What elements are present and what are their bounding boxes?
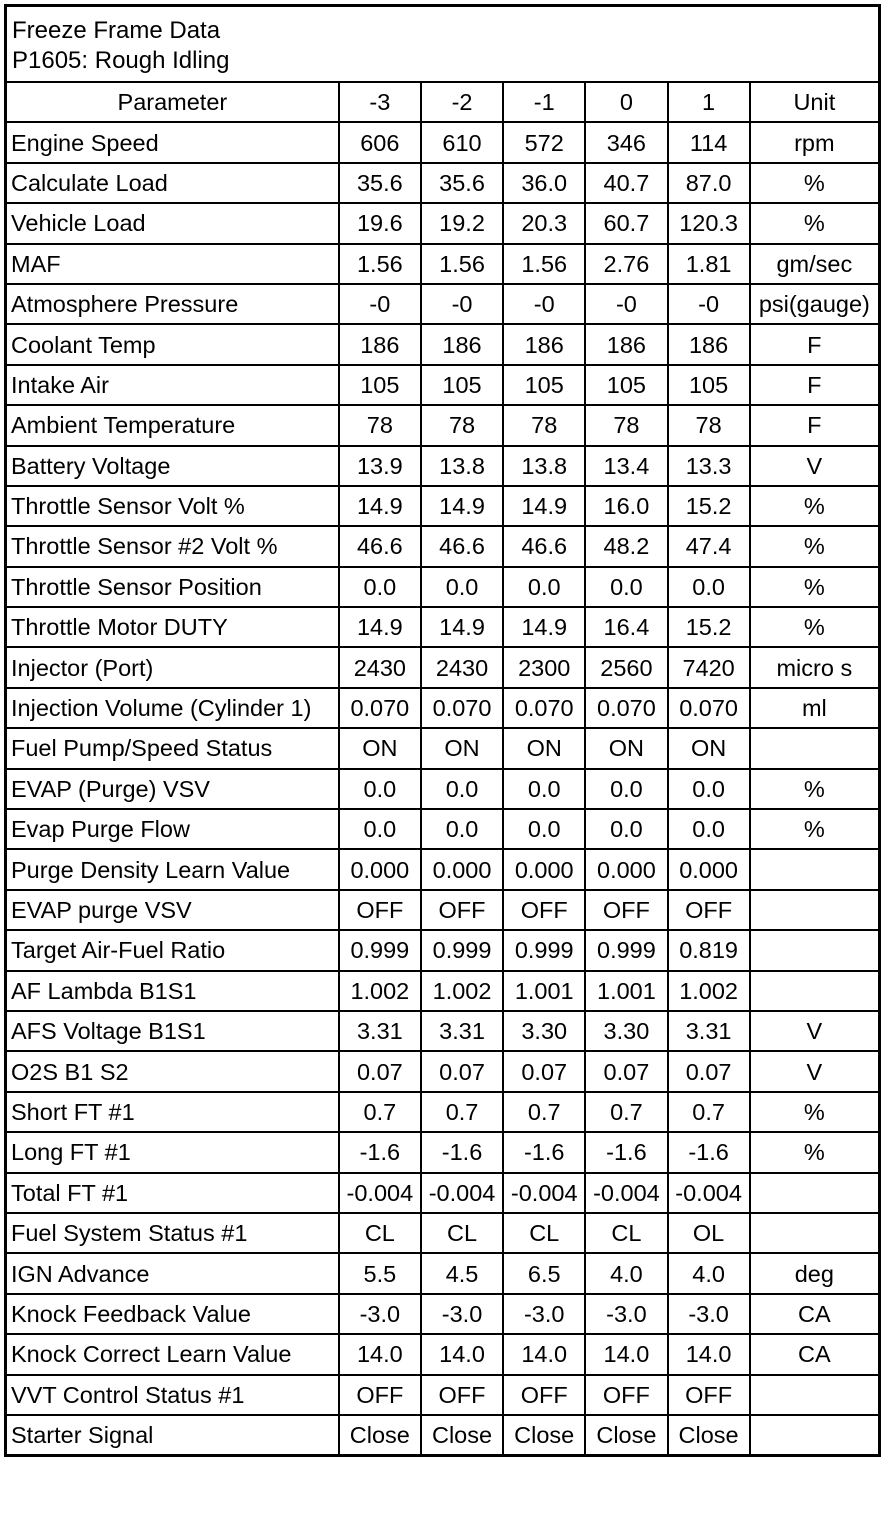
value-cell: 2430 (339, 647, 421, 687)
value-cell: 610 (421, 122, 503, 162)
value-cell: ON (421, 728, 503, 768)
table-row (7, 930, 878, 970)
value-cell: 0.999 (339, 930, 421, 970)
table-row (7, 769, 878, 809)
header-frame-0: 0 (585, 83, 667, 122)
unit-cell (750, 890, 878, 930)
parameter-cell: AFS Voltage B1S1 (7, 1011, 339, 1051)
value-cell: 19.6 (339, 203, 421, 243)
table-row (7, 526, 878, 566)
table-row (7, 1334, 878, 1374)
value-cell: 5.5 (339, 1253, 421, 1293)
table-row (7, 849, 878, 889)
value-cell: 0.0 (585, 809, 667, 849)
value-cell: 0.7 (339, 1092, 421, 1132)
value-cell: 0.0 (503, 809, 585, 849)
value-cell: 0.000 (503, 849, 585, 889)
value-cell: 105 (668, 365, 750, 405)
value-cell: 186 (503, 324, 585, 364)
value-cell: 1.001 (585, 971, 667, 1011)
value-cell: OFF (503, 1375, 585, 1415)
unit-cell: % (750, 1092, 878, 1132)
value-cell: Close (421, 1415, 503, 1454)
header-frame-minus-3: -3 (339, 83, 421, 122)
unit-cell: V (750, 1011, 878, 1051)
table-row (7, 446, 878, 486)
value-cell: 13.3 (668, 446, 750, 486)
value-cell: 13.4 (585, 446, 667, 486)
table-row (7, 728, 878, 768)
value-cell: CL (421, 1213, 503, 1253)
parameter-cell: Fuel Pump/Speed Status (7, 728, 339, 768)
table-row (7, 163, 878, 203)
table-row (7, 284, 878, 324)
table-row (7, 203, 878, 243)
value-cell: -3.0 (503, 1294, 585, 1334)
value-cell: 13.9 (339, 446, 421, 486)
value-cell: -3.0 (585, 1294, 667, 1334)
unit-cell (750, 1375, 878, 1415)
freeze-frame-sheet (4, 4, 881, 1457)
value-cell: 46.6 (503, 526, 585, 566)
value-cell: -3.0 (339, 1294, 421, 1334)
value-cell: 15.2 (668, 607, 750, 647)
value-cell: 186 (421, 324, 503, 364)
value-cell: 14.9 (339, 486, 421, 526)
value-cell: Close (339, 1415, 421, 1454)
value-cell: -1.6 (668, 1132, 750, 1172)
table-row (7, 1213, 878, 1253)
value-cell: -0 (421, 284, 503, 324)
unit-cell: % (750, 1132, 878, 1172)
value-cell: 0.070 (339, 688, 421, 728)
value-cell: 0.0 (668, 567, 750, 607)
value-cell: 1.002 (668, 971, 750, 1011)
value-cell: 19.2 (421, 203, 503, 243)
parameter-cell: Coolant Temp (7, 324, 339, 364)
unit-cell (750, 930, 878, 970)
value-cell: 0.07 (421, 1051, 503, 1091)
value-cell: 78 (421, 405, 503, 445)
header-frame-minus-2: -2 (421, 83, 503, 122)
value-cell: 1.56 (339, 244, 421, 284)
parameter-cell: Fuel System Status #1 (7, 1213, 339, 1253)
value-cell: -0.004 (668, 1173, 750, 1213)
value-cell: 3.31 (339, 1011, 421, 1051)
value-cell: 78 (503, 405, 585, 445)
unit-cell: deg (750, 1253, 878, 1293)
value-cell: 0.000 (668, 849, 750, 889)
value-cell: -0.004 (339, 1173, 421, 1213)
value-cell: 0.000 (585, 849, 667, 889)
unit-cell: % (750, 607, 878, 647)
table-row (7, 324, 878, 364)
parameter-cell: Long FT #1 (7, 1132, 339, 1172)
value-cell: -3.0 (421, 1294, 503, 1334)
value-cell: 7420 (668, 647, 750, 687)
value-cell: 36.0 (503, 163, 585, 203)
table-row (7, 1011, 878, 1051)
value-cell: 20.3 (503, 203, 585, 243)
parameter-cell: Engine Speed (7, 122, 339, 162)
table-row (7, 122, 878, 162)
value-cell: CL (585, 1213, 667, 1253)
value-cell: 114 (668, 122, 750, 162)
parameter-cell: MAF (7, 244, 339, 284)
document-title: Freeze Frame Data (12, 17, 221, 44)
value-cell: 14.0 (503, 1334, 585, 1374)
value-cell: 14.9 (339, 607, 421, 647)
value-cell: 14.0 (421, 1334, 503, 1374)
table-row (7, 607, 878, 647)
table-row (7, 486, 878, 526)
value-cell: -0 (585, 284, 667, 324)
value-cell: 1.56 (421, 244, 503, 284)
parameter-cell: Total FT #1 (7, 1173, 339, 1213)
header-frame-minus-1: -1 (503, 83, 585, 122)
value-cell: 14.0 (668, 1334, 750, 1374)
value-cell: -0.004 (503, 1173, 585, 1213)
value-cell: 0.0 (339, 809, 421, 849)
header-parameter: Parameter (7, 83, 339, 122)
unit-cell (750, 849, 878, 889)
value-cell: 0.999 (421, 930, 503, 970)
unit-cell: ml (750, 688, 878, 728)
unit-cell: rpm (750, 122, 878, 162)
header-row (7, 83, 878, 122)
value-cell: OFF (421, 1375, 503, 1415)
value-cell: 0.819 (668, 930, 750, 970)
parameter-cell: Knock Feedback Value (7, 1294, 339, 1334)
value-cell: ON (668, 728, 750, 768)
value-cell: 572 (503, 122, 585, 162)
value-cell: 0.999 (503, 930, 585, 970)
table-row (7, 688, 878, 728)
table-row (7, 647, 878, 687)
parameter-cell: Evap Purge Flow (7, 809, 339, 849)
table-row (7, 365, 878, 405)
value-cell: Close (503, 1415, 585, 1454)
value-cell: -1.6 (585, 1132, 667, 1172)
unit-cell (750, 1173, 878, 1213)
table-row (7, 405, 878, 445)
value-cell: 186 (585, 324, 667, 364)
value-cell: 13.8 (421, 446, 503, 486)
value-cell: 0.7 (668, 1092, 750, 1132)
value-cell: 2560 (585, 647, 667, 687)
value-cell: 105 (503, 365, 585, 405)
value-cell: 3.30 (503, 1011, 585, 1051)
table-body (7, 122, 878, 1454)
value-cell: 35.6 (421, 163, 503, 203)
unit-cell (750, 728, 878, 768)
parameter-cell: Throttle Sensor Position (7, 567, 339, 607)
unit-cell: F (750, 365, 878, 405)
unit-cell: gm/sec (750, 244, 878, 284)
value-cell: 4.0 (668, 1253, 750, 1293)
value-cell: 0.0 (585, 769, 667, 809)
value-cell: OFF (668, 1375, 750, 1415)
value-cell: 15.2 (668, 486, 750, 526)
value-cell: 0.07 (668, 1051, 750, 1091)
unit-cell: % (750, 526, 878, 566)
header-frame-1: 1 (668, 83, 750, 122)
parameter-cell: Knock Correct Learn Value (7, 1334, 339, 1374)
value-cell: OFF (585, 1375, 667, 1415)
value-cell: 1.002 (421, 971, 503, 1011)
parameter-cell: EVAP (Purge) VSV (7, 769, 339, 809)
value-cell: 0.0 (339, 567, 421, 607)
value-cell: 4.0 (585, 1253, 667, 1293)
value-cell: 4.5 (421, 1253, 503, 1293)
value-cell: 0.0 (668, 809, 750, 849)
value-cell: Close (585, 1415, 667, 1454)
value-cell: 0.0 (503, 769, 585, 809)
value-cell: OFF (421, 890, 503, 930)
parameter-cell: Battery Voltage (7, 446, 339, 486)
table-row (7, 244, 878, 284)
parameter-cell: Vehicle Load (7, 203, 339, 243)
parameter-cell: Injection Volume (Cylinder 1) (7, 688, 339, 728)
value-cell: 0.0 (503, 567, 585, 607)
title-block (7, 7, 878, 83)
value-cell: 0.070 (668, 688, 750, 728)
value-cell: OL (668, 1213, 750, 1253)
unit-cell: psi(gauge) (750, 284, 878, 324)
unit-cell: V (750, 446, 878, 486)
parameter-cell: Target Air-Fuel Ratio (7, 930, 339, 970)
value-cell: 3.30 (585, 1011, 667, 1051)
parameter-cell: Atmosphere Pressure (7, 284, 339, 324)
value-cell: 0.999 (585, 930, 667, 970)
value-cell: 1.56 (503, 244, 585, 284)
value-cell: 0.070 (585, 688, 667, 728)
parameter-cell: AF Lambda B1S1 (7, 971, 339, 1011)
value-cell: 0.07 (503, 1051, 585, 1091)
value-cell: 2300 (503, 647, 585, 687)
value-cell: 0.0 (421, 567, 503, 607)
value-cell: 78 (668, 405, 750, 445)
value-cell: -1.6 (421, 1132, 503, 1172)
value-cell: 0.7 (503, 1092, 585, 1132)
table-row (7, 1092, 878, 1132)
parameter-cell: EVAP purge VSV (7, 890, 339, 930)
table-row (7, 567, 878, 607)
value-cell: 60.7 (585, 203, 667, 243)
value-cell: 78 (339, 405, 421, 445)
value-cell: 186 (668, 324, 750, 364)
unit-cell: F (750, 324, 878, 364)
value-cell: OFF (339, 890, 421, 930)
parameter-cell: Throttle Sensor #2 Volt % (7, 526, 339, 566)
value-cell: 78 (585, 405, 667, 445)
value-cell: 346 (585, 122, 667, 162)
value-cell: 0.070 (421, 688, 503, 728)
value-cell: OFF (503, 890, 585, 930)
value-cell: 35.6 (339, 163, 421, 203)
unit-cell: CA (750, 1294, 878, 1334)
parameter-cell: Intake Air (7, 365, 339, 405)
value-cell: 2430 (421, 647, 503, 687)
value-cell: -0.004 (585, 1173, 667, 1213)
unit-cell: CA (750, 1334, 878, 1374)
table-row (7, 1173, 878, 1213)
value-cell: CL (503, 1213, 585, 1253)
value-cell: ON (339, 728, 421, 768)
parameter-cell: VVT Control Status #1 (7, 1375, 339, 1415)
value-cell: 40.7 (585, 163, 667, 203)
table-row (7, 1253, 878, 1293)
table-row (7, 1051, 878, 1091)
table-row (7, 1415, 878, 1454)
value-cell: 105 (339, 365, 421, 405)
unit-cell: % (750, 203, 878, 243)
value-cell: 0.07 (339, 1051, 421, 1091)
value-cell: 3.31 (421, 1011, 503, 1051)
value-cell: 13.8 (503, 446, 585, 486)
unit-cell: micro s (750, 647, 878, 687)
value-cell: 1.002 (339, 971, 421, 1011)
value-cell: 87.0 (668, 163, 750, 203)
value-cell: 0.07 (585, 1051, 667, 1091)
parameter-cell: Short FT #1 (7, 1092, 339, 1132)
table-row (7, 890, 878, 930)
unit-cell: % (750, 809, 878, 849)
value-cell: OFF (668, 890, 750, 930)
value-cell: 0.7 (585, 1092, 667, 1132)
value-cell: -1.6 (339, 1132, 421, 1172)
parameter-cell: Purge Density Learn Value (7, 849, 339, 889)
value-cell: -0.004 (421, 1173, 503, 1213)
value-cell: -0 (503, 284, 585, 324)
value-cell: 14.9 (421, 607, 503, 647)
value-cell: 1.001 (503, 971, 585, 1011)
table-row (7, 1294, 878, 1334)
value-cell: 2.76 (585, 244, 667, 284)
parameter-cell: Ambient Temperature (7, 405, 339, 445)
parameter-cell: Throttle Sensor Volt % (7, 486, 339, 526)
table-row (7, 1132, 878, 1172)
value-cell: 0.0 (421, 769, 503, 809)
unit-cell: % (750, 163, 878, 203)
parameter-cell: IGN Advance (7, 1253, 339, 1293)
value-cell: Close (668, 1415, 750, 1454)
value-cell: 46.6 (339, 526, 421, 566)
unit-cell: V (750, 1051, 878, 1091)
parameter-cell: Calculate Load (7, 163, 339, 203)
value-cell: -3.0 (668, 1294, 750, 1334)
unit-cell (750, 1415, 878, 1454)
unit-cell (750, 971, 878, 1011)
header-unit: Unit (750, 83, 878, 122)
value-cell: 16.0 (585, 486, 667, 526)
parameter-cell: Starter Signal (7, 1415, 339, 1454)
value-cell: CL (339, 1213, 421, 1253)
unit-cell: % (750, 769, 878, 809)
value-cell: 0.0 (421, 809, 503, 849)
value-cell: -1.6 (503, 1132, 585, 1172)
value-cell: 14.0 (339, 1334, 421, 1374)
value-cell: 14.9 (503, 607, 585, 647)
value-cell: 3.31 (668, 1011, 750, 1051)
value-cell: 105 (585, 365, 667, 405)
value-cell: 47.4 (668, 526, 750, 566)
table-row (7, 971, 878, 1011)
value-cell: 1.81 (668, 244, 750, 284)
unit-cell: % (750, 567, 878, 607)
parameter-cell: Injector (Port) (7, 647, 339, 687)
value-cell: 46.6 (421, 526, 503, 566)
value-cell: 14.9 (503, 486, 585, 526)
value-cell: 0.000 (421, 849, 503, 889)
value-cell: 0.070 (503, 688, 585, 728)
value-cell: 0.0 (668, 769, 750, 809)
value-cell: 6.5 (503, 1253, 585, 1293)
value-cell: 606 (339, 122, 421, 162)
value-cell: 16.4 (585, 607, 667, 647)
value-cell: 120.3 (668, 203, 750, 243)
value-cell: -0 (668, 284, 750, 324)
value-cell: 186 (339, 324, 421, 364)
parameter-cell: O2S B1 S2 (7, 1051, 339, 1091)
value-cell: 105 (421, 365, 503, 405)
value-cell: 48.2 (585, 526, 667, 566)
document-subtitle: P1605: Rough Idling (12, 47, 230, 74)
unit-cell: F (750, 405, 878, 445)
value-cell: 14.0 (585, 1334, 667, 1374)
table-row (7, 1375, 878, 1415)
value-cell: 0.0 (339, 769, 421, 809)
value-cell: OFF (585, 890, 667, 930)
parameter-cell: Throttle Motor DUTY (7, 607, 339, 647)
unit-cell (750, 1213, 878, 1253)
value-cell: 0.0 (585, 567, 667, 607)
value-cell: ON (585, 728, 667, 768)
value-cell: OFF (339, 1375, 421, 1415)
table-row (7, 809, 878, 849)
unit-cell: % (750, 486, 878, 526)
value-cell: 14.9 (421, 486, 503, 526)
value-cell: 0.7 (421, 1092, 503, 1132)
value-cell: ON (503, 728, 585, 768)
value-cell: -0 (339, 284, 421, 324)
value-cell: 0.000 (339, 849, 421, 889)
freeze-frame-table (7, 83, 878, 1454)
